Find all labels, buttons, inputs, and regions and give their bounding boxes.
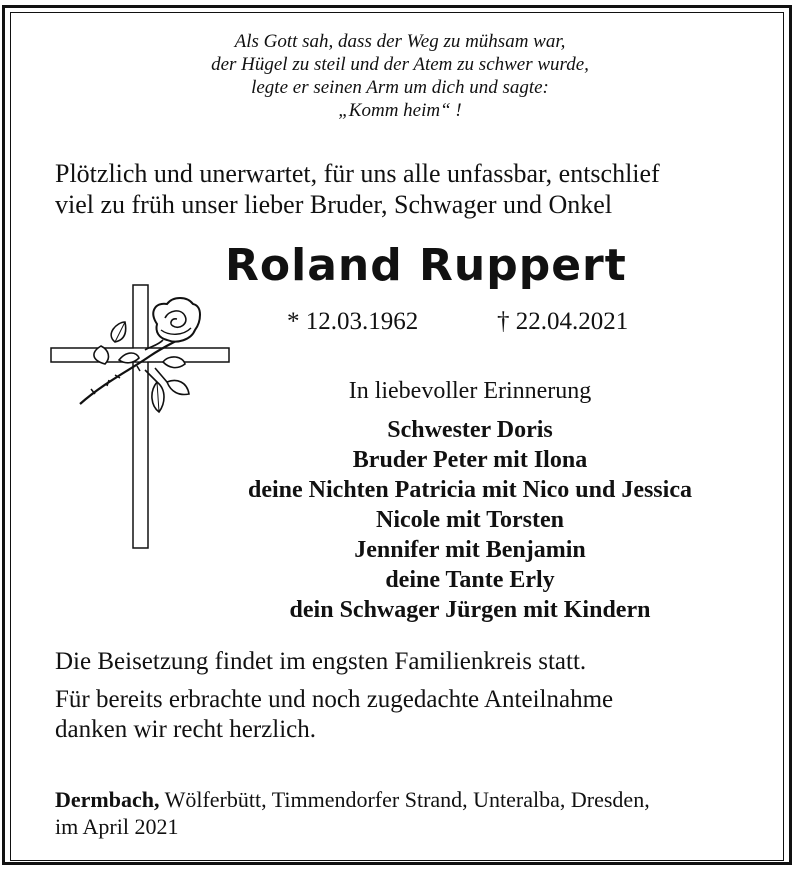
place-and-date bbox=[55, 786, 650, 840]
mourners-list bbox=[170, 415, 770, 625]
mourner: deine Nichten Patricia mit Nico und Jessica bbox=[248, 477, 692, 503]
intro-line: Plötzlich und unerwartet, für uns alle unfassbar, entschlief bbox=[55, 159, 660, 188]
poem-line: legte er seinen Arm um dich und sagte: bbox=[251, 77, 549, 98]
poem-line: der Hügel zu steil und der Atem zu schwer wurde, bbox=[211, 54, 589, 75]
memory-heading: In liebevoller Erinnerung bbox=[348, 378, 592, 404]
birth-date: * 12.03.1962 bbox=[287, 308, 419, 335]
town-name: Dermbach, bbox=[55, 787, 160, 812]
intro-line: viel zu früh unser lieber Bruder, Schwager und Onkel bbox=[55, 190, 613, 219]
death-date: † 22.04.2021 bbox=[497, 308, 629, 335]
mourner: deine Tante Erly bbox=[385, 567, 555, 593]
other-places: Wölferbütt, Timmendorfer Strand, Unteralba, Dresden, bbox=[159, 787, 650, 812]
thanks-line: Für bereits erbrachte und noch zugedachte Anteilnahme bbox=[55, 686, 614, 713]
burial-note: Die Beisetzung findet im engsten Familienkreis statt. bbox=[55, 648, 587, 675]
date-line: im April 2021 bbox=[55, 814, 179, 839]
mourner: Nicole mit Torsten bbox=[376, 507, 564, 533]
poem-line: Als Gott sah, dass der Weg zu mühsam war, bbox=[234, 31, 566, 52]
place-line bbox=[55, 786, 650, 813]
thanks-line: danken wir recht herzlich. bbox=[55, 716, 316, 743]
mourner: Bruder Peter mit Ilona bbox=[352, 447, 588, 473]
mourner: dein Schwager Jürgen mit Kindern bbox=[289, 597, 651, 623]
mourner: Jennifer mit Benjamin bbox=[354, 537, 586, 563]
poem bbox=[0, 30, 800, 122]
thanks-text bbox=[55, 685, 613, 745]
mourner: Schwester Doris bbox=[387, 417, 553, 443]
intro-text bbox=[55, 158, 755, 220]
deceased-name: Roland Ruppert bbox=[225, 240, 627, 291]
poem-line: „Komm heim“ ! bbox=[338, 100, 462, 121]
